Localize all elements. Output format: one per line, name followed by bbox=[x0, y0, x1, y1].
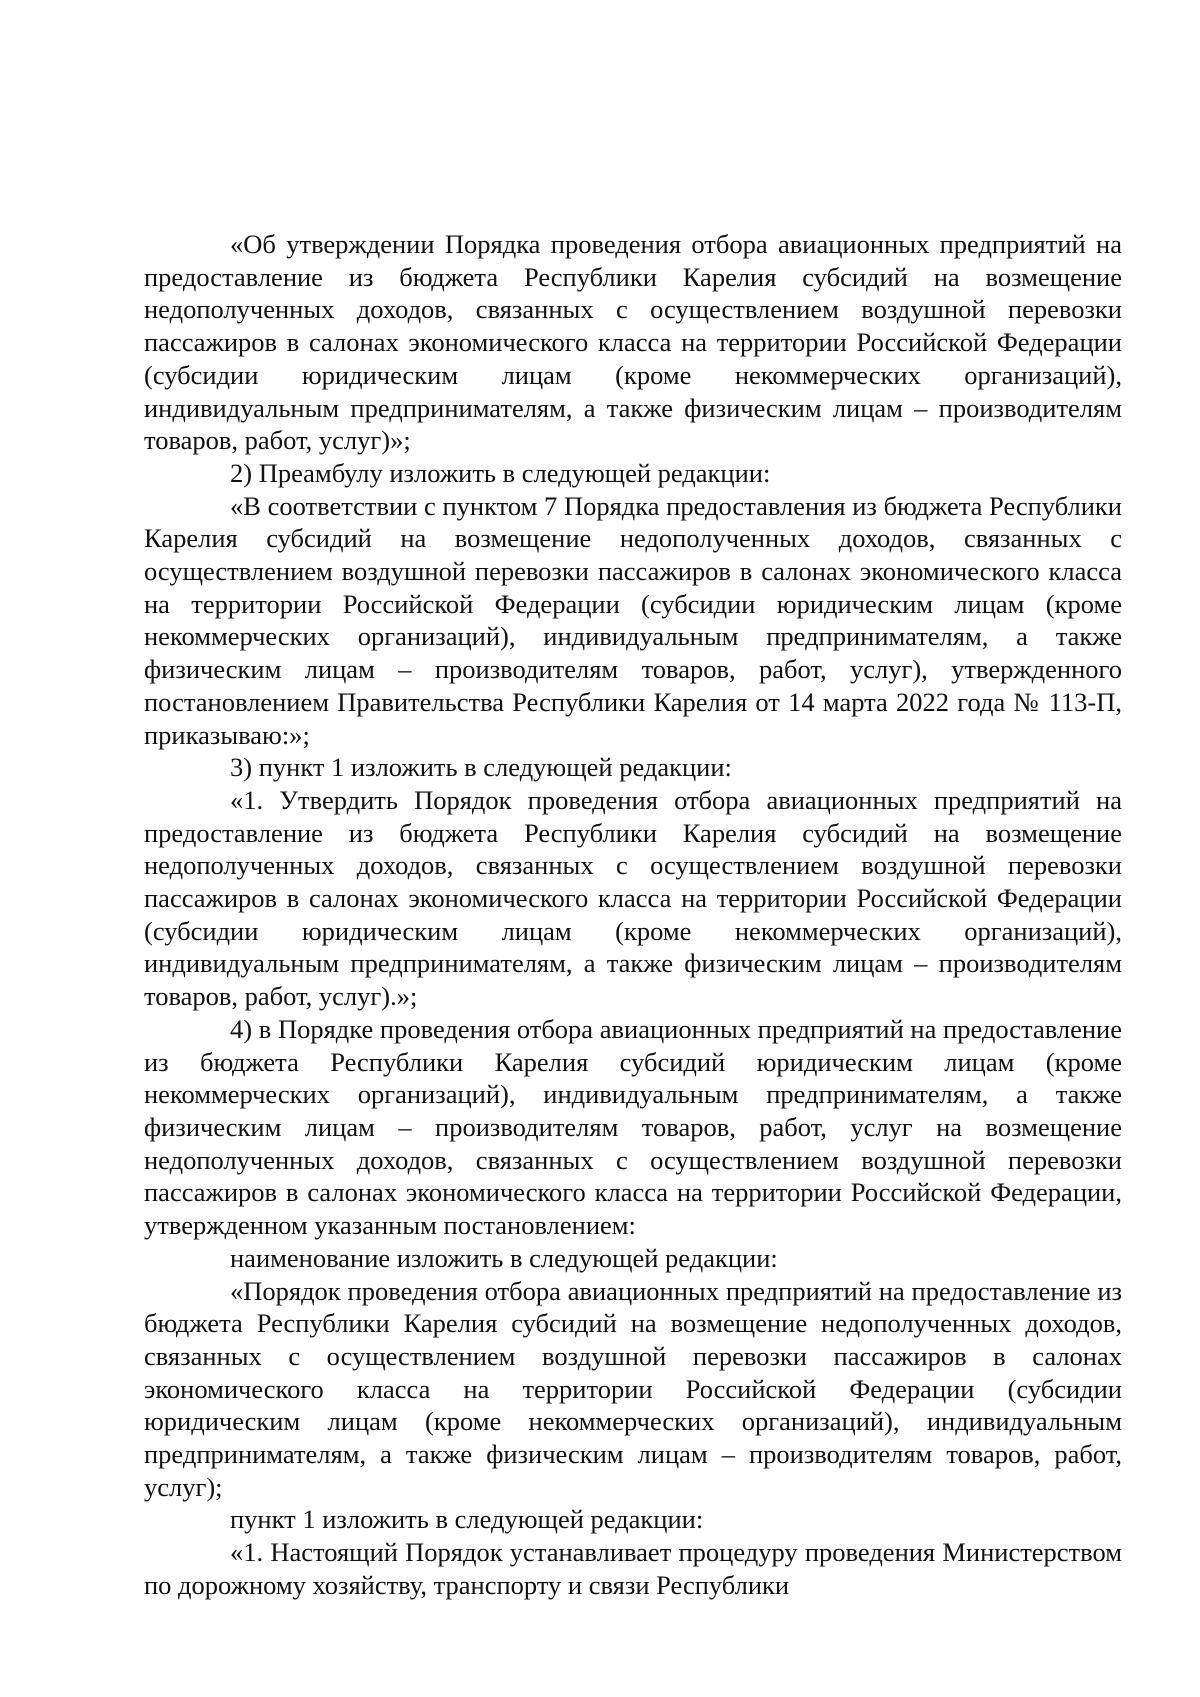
paragraph-point-1-edit: пункт 1 изложить в следующей редакции: bbox=[230, 1504, 704, 1535]
document-body bbox=[144, 228, 1122, 1602]
paragraph-name-edit: наименование изложить в следующей редакции: bbox=[230, 1242, 778, 1273]
paragraph-order-name: «Порядок проведения отбора авиационных предприятий на предоставление из бюджета Республики Карелия субсидий на возмещение недополученных доходов, связанных с осуществлением воздушной перевозки пассажиров в салонах экономического класса на территории Российской Федерации (субсидии юридическим лицам (кроме некоммерческих организаций), индивидуальным предпринимателям, а также физическим лицам – производителям товаров, работ, услуг); bbox=[144, 1275, 1122, 1502]
paragraph-item-2: 2) Преамбулу изложить в следующей редакции: bbox=[230, 457, 771, 488]
paragraph-title-quote: «Об утверждении Порядка проведения отбора авиационных предприятий на предоставление из бюджета Республики Карелия субсидий на возмещение недополученных доходов, связанных с осуществлением воздушной перевозки пассажиров в салонах экономического класса на территории Российской Федерации (субсидии юридическим лицам (кроме некоммерческих организаций), индивидуальным предпринимателям, а также физическим лицам – производителям товаров, работ, услуг)»; bbox=[144, 229, 1122, 456]
paragraph-preamble: «В соответствии с пунктом 7 Порядка предоставления из бюджета Республики Карелия субсидий на возмещение недополученных доходов, связанных с осуществлением воздушной перевозки пассажиров в салонах экономического класса на территории Российской Федерации (субсидии юридическим лицам (кроме некоммерческих организаций), индивидуальным предпринимателям, а также физическим лицам – производителям товаров, работ, услуг), утвержденного постановлением Правительства Республики Карелия от 14 марта 2022 года № 113-П, приказываю:»; bbox=[144, 490, 1122, 750]
paragraph-point-1-text: «1. Настоящий Порядок устанавливает процедуру проведения Министерством по дорожному хозяйству, транспорту и связи Республики bbox=[144, 1537, 1122, 1600]
paragraph-item-3: 3) пункт 1 изложить в следующей редакции: bbox=[230, 752, 732, 783]
paragraph-point-1-approve: «1. Утвердить Порядок проведения отбора авиационных предприятий на предоставление из бюджета Республики Карелия субсидий на возмещение недополученных доходов, связанных с осуществлением воздушной перевозки пассажиров в салонах экономического класса на территории Российской Федерации (субсидии юридическим лицам (кроме некоммерческих организаций), индивидуальным предпринимателям, а также физическим лицам – производителям товаров, работ, услуг).»; bbox=[144, 784, 1122, 1012]
paragraph-item-4: 4) в Порядке проведения отбора авиационных предприятий на предоставление из бюджета Республики Карелия субсидий юридическим лицам (кроме некоммерческих организаций), индивидуальным предпринимателям, а также физическим лицам – производителям товаров, работ, услуг на возмещение недополученных доходов, связанных с осуществлением воздушной перевозки пассажиров в салонах экономического класса на территории Российской Федерации, утвержденном указанным постановлением: bbox=[144, 1013, 1122, 1241]
